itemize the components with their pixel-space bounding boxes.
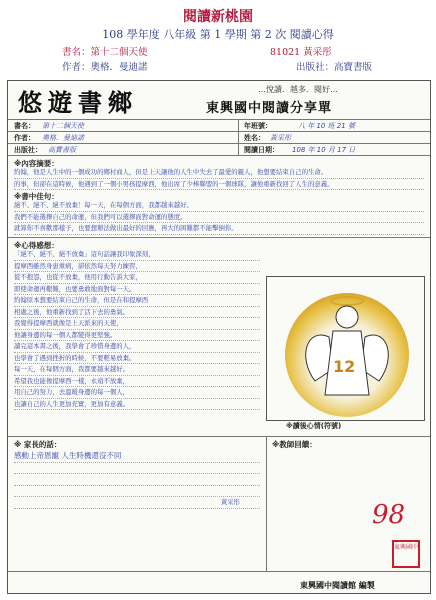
blank-line: [14, 474, 260, 486]
semester-subtitle: 108 學年度 八年級 第 1 學期 第 2 次 閱讀心得: [102, 28, 334, 41]
reflection-line: 每一天，在每個方面，我都要越來越好。: [14, 364, 260, 376]
name-value: 黃采彤: [270, 134, 291, 142]
angel-head: [336, 306, 358, 328]
page-title: 閱讀新桃園: [183, 9, 253, 25]
book-name-label: 書名：: [14, 122, 35, 130]
reflection-lines: [14, 249, 260, 410]
sheet-header: [8, 81, 430, 117]
teacher-score: 98: [372, 500, 406, 530]
reflection-line: 讀完這本書之後，我學會了珍惜身邊的人，: [14, 341, 260, 353]
book-title-line: 書名：第十二個天使: [62, 47, 148, 58]
blank-line: [14, 463, 260, 475]
reflection-line: 也學會了遇到挫折的時候，不要輕易放棄。: [14, 353, 260, 365]
parent-comment-label: ※ 家長的話：: [14, 440, 62, 449]
reflection-line: 也讓自己的人生更加充實，更加有意義。: [14, 399, 260, 411]
share-title: 東興國中閱讀分享單: [206, 101, 333, 116]
quote-line: 我們不能選擇自己的命運，但我們可以選擇面對命運的態度。: [14, 212, 424, 224]
reflection-label: ※心得感想：: [14, 241, 59, 250]
author-line: 作者：奧格．曼迪諾: [62, 62, 148, 73]
mood-symbol-label: ※讀後心情(符號): [286, 422, 342, 430]
reflection-line: 相處之後，他重新找到了活下去的勇氣。: [14, 307, 260, 319]
blank-line: [14, 486, 260, 498]
reflection-line: 從不抱怨，也從不放棄，他用行動告訴大家，: [14, 272, 260, 284]
divider: [8, 571, 430, 572]
share-sheet: [7, 80, 431, 594]
publisher-value: 高寶書版: [48, 146, 76, 154]
school-stamp: 東興國中: [392, 540, 420, 568]
motto-text: …悅讀．越多．閱好…: [258, 85, 338, 94]
publisher-label: 出版社：: [14, 146, 42, 154]
book-name-value: 第十二個天使: [42, 122, 84, 130]
jersey-number: 12: [333, 357, 356, 376]
reflection-line: 希望我也能像提摩西一樣，永遠不放棄，: [14, 376, 260, 388]
quote-line: 絕不、絕不、絕不放棄！每一天，在每個方面，我都越來越好。: [14, 200, 424, 212]
reflection-line: 提摩西雖然身患重病，卻依然每天努力練習，: [14, 261, 260, 273]
divider: [8, 131, 430, 132]
quote-label: ※書中佳句：: [14, 192, 59, 201]
divider: [8, 143, 430, 144]
date-value: 108 年 10 月 17 日: [292, 146, 356, 154]
student-id-line: 81021 黃采彤: [270, 47, 332, 58]
author-value: 奧格．曼迪諾: [42, 134, 84, 142]
reflection-line: 約翰原本想要結束自己的生命，但是在和提摩西: [14, 295, 260, 307]
content-line: 約翰，他是人生中的一個成功的鄉村商人，但是上天讓他的人生中失去了最愛的親人，他想要結束自己的生命。: [14, 167, 424, 179]
parent-signature: 黃采彤: [14, 497, 260, 509]
footer-credit: 東興國中閱讀館 編製: [300, 581, 375, 590]
author-label: 作者：: [14, 134, 35, 142]
content-summary-lines: [14, 167, 424, 190]
reflection-line: 「絕不、絕不、絕不放棄」這句話讓我印象深刻，: [14, 249, 260, 261]
class-value: 八 年 10 班 21 號: [298, 122, 355, 130]
field-divider: [238, 119, 239, 155]
reflection-line: 用自己的努力，去溫暖身邊的每一個人，: [14, 387, 260, 399]
angel-drawing: [267, 277, 424, 420]
parent-comment: 感動上帝恩寵 人生時機還沒不同: [14, 451, 260, 463]
quote-line: 就算你不喜歡那樣子，也要想辦法做出最好的回應，再大的困難都不能擊倒你。: [14, 223, 424, 235]
divider: [8, 436, 430, 437]
teacher-feedback-label: ※教師回饋：: [272, 440, 317, 449]
bottom-divider: [266, 436, 267, 571]
mood-drawing-box: [266, 276, 425, 421]
divider: [8, 237, 430, 238]
reflection-line: 他讓身邊的每一個人都變得更堅強。: [14, 330, 260, 342]
divider: [8, 155, 430, 156]
quote-lines: [14, 200, 424, 235]
publisher-line: 出版社：高寶書版: [296, 62, 373, 73]
class-label: 年班號：: [244, 122, 272, 130]
reflection-line: 我覺得提摩西就像是上天派來的天使，: [14, 318, 260, 330]
reflection-line: 即使命運再艱難，也要勇敢地面對每一天。: [14, 284, 260, 296]
date-label: 閱讀日期：: [244, 146, 279, 154]
content-summary-label: ※內容摘要：: [14, 159, 59, 168]
content-line: 的事，但卻在這時候，他遇到了一個小男孩提摩西，他出席了少棒聯盟的一個球隊，讓他重新找回了人生的意義。: [14, 179, 424, 191]
divider: [8, 119, 430, 120]
parent-lines: [14, 451, 260, 509]
brand-logo: 悠遊書鄉: [18, 89, 138, 117]
name-label: 姓名：: [244, 134, 265, 142]
